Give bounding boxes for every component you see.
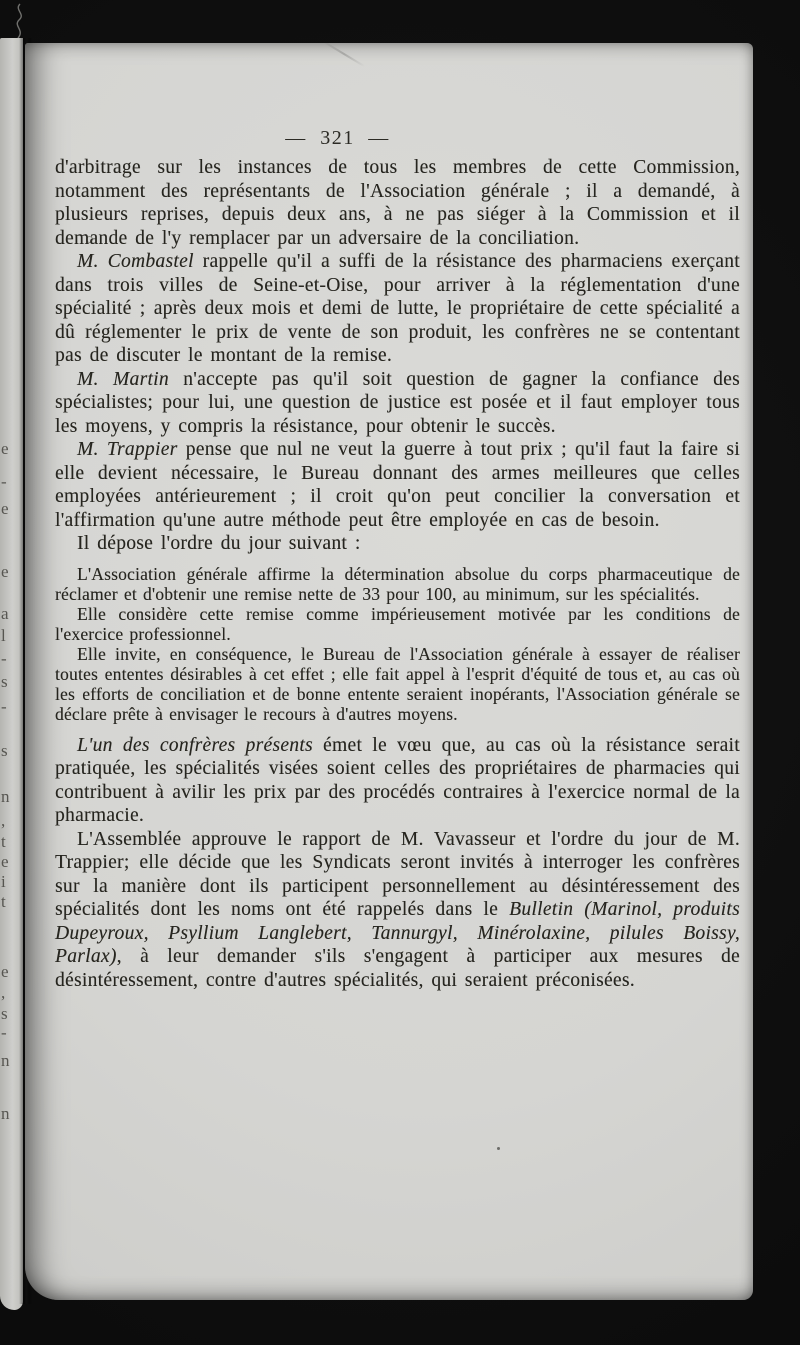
text-segment: Elle considère cette remise comme impérieusement motivée par les conditions de l'exercice professionnel. xyxy=(55,603,740,644)
facing-page-text-fragment: e xyxy=(1,499,9,518)
facing-page-text-fragment: s xyxy=(1,1004,8,1023)
facing-page-text-fragment: n xyxy=(1,1051,10,1070)
facing-page-text-fragment: e xyxy=(1,962,9,981)
facing-page-text-fragment: n xyxy=(1,787,10,806)
text-segment: d'arbitrage sur les instances de tous les membres de cette Commission, notamment des représentants de l'Association générale ; il a demandé, à plusieurs reprises, depuis deux ans, à ne pas siéger à la Commission et il demande de l'y remplacer par un adversaire de la conciliation. xyxy=(55,157,740,249)
facing-page-text-fragment: s xyxy=(1,672,8,691)
text-segment: M. Combastel xyxy=(77,251,194,272)
text-segment: L'Association générale affirme la détermination absolue du corps pharmaceutique de réclamer et d'obtenir une remise nette de 33 pour 100, au minimum, sur les spécialités. xyxy=(55,563,740,604)
facing-page-text-fragment: - xyxy=(1,472,7,491)
paragraph xyxy=(55,644,740,724)
paragraph xyxy=(55,250,740,368)
text-segment: Bulletin (Marinol, produits Dupeyroux, Psyllium Langlebert, Tannurgyl, Minérolaxine, pilules Boissy, Parlax) xyxy=(55,899,741,967)
text-segment: émet le vœu que, au cas où la résistance serait pratiquée, les spécialités visées soient celles des propriétaires de pharmacies qui contribuent à avilir les prix par des procédés contraires à l'exercice normal de la pharmacie. xyxy=(55,734,740,826)
text-segment: n'accepte pas qu'il soit question de gagner la confiance des spécialistes; pour lui, une question de justice est posée et il faut employer tous les moyens, y compris la résistance, pour obtenir le succès. xyxy=(55,368,740,437)
text-segment: Elle invite, en conséquence, le Bureau de l'Association générale à essayer de réaliser toutes ententes désirables à cet effet ; elle fait appel à l'esprit d'équité de tous et, au cas où les efforts de conciliation et de bonne entente seraient inopérants, l'Association générale se déclare prête à envisager le recours à d'autres moyens. xyxy=(55,643,740,724)
facing-page-text-fragment: l xyxy=(1,626,6,645)
paragraph xyxy=(55,368,740,439)
text-segment: M. Martin xyxy=(77,368,169,390)
paragraph xyxy=(55,734,740,828)
facing-page-text-fragment: i xyxy=(1,872,6,891)
facing-page-text-fragment: - xyxy=(1,649,7,668)
facing-page-text-fragment: , xyxy=(1,983,6,1002)
paragraph xyxy=(55,532,740,556)
facing-page-text-fragment: a xyxy=(1,604,9,623)
facing-page-text-fragment: n xyxy=(1,1104,10,1123)
text-segment: , à leur demander s'ils s'engagent à participer aux mesures de désintéressement, contre d'autres spécialités, qui seraient préconisées. xyxy=(55,946,740,991)
paragraph xyxy=(55,156,740,250)
text-segment: M. Trappier xyxy=(77,439,178,460)
paragraph xyxy=(55,828,740,993)
facing-page-text-fragment: e xyxy=(1,562,9,581)
facing-page-text-fragment: e xyxy=(1,439,9,458)
text-segment: L'un des confrères présents xyxy=(77,734,313,756)
facing-page-text-fragment: s xyxy=(1,741,8,760)
text-segment: L'Assemblée approuve le rapport de M. Vavasseur et l'ordre du jour de M. Trappier; elle décide que les Syndicats seront invités à interroger les confrères sur la manière dont ils participent personnellement au désintéressement des spécialités dont les noms ont été rappelés dans le xyxy=(55,828,740,920)
facing-page-text-fragment: - xyxy=(1,1023,7,1042)
page-number: — 321 — xyxy=(285,127,390,149)
facing-page-text-fragment: - xyxy=(1,697,7,716)
print-area xyxy=(55,43,740,1300)
facing-page-text-fragment: e xyxy=(1,852,9,871)
page-text xyxy=(55,156,740,992)
text-segment: Il dépose l'ordre du jour suivant : xyxy=(77,533,361,554)
paragraph xyxy=(55,604,740,644)
paragraph xyxy=(55,564,740,604)
facing-page-text-fragment: , xyxy=(1,811,6,830)
facing-page-text-fragment: t xyxy=(1,832,6,851)
text-segment: pense que nul ne veut la guerre à tout prix ; qu'il faut la faire si elle devient nécessaire, le Bureau donnant des armes meilleures que celles employées antérieurement ; il croit qu'on peut concilier la conversation et l'affirmation qu'une autre méthode peut être employée en cas de besoin. xyxy=(55,439,740,531)
scratch-mark xyxy=(12,2,28,42)
paragraph xyxy=(55,438,740,532)
text-segment: rappelle qu'il a suffi de la résistance des pharmaciens exerçant dans trois villes de Seine-et-Oise, pour arriver à la réglementation d'une spécialité ; après deux mois et demi de lutte, le propriétaire de cette spécialité a dû réglementer le prix de vente de son produit, les confrères ne se contentant pas de discuter le montant de la remise. xyxy=(55,251,740,366)
facing-page-text-fragment: t xyxy=(1,892,6,911)
scanned-page xyxy=(25,43,753,1300)
